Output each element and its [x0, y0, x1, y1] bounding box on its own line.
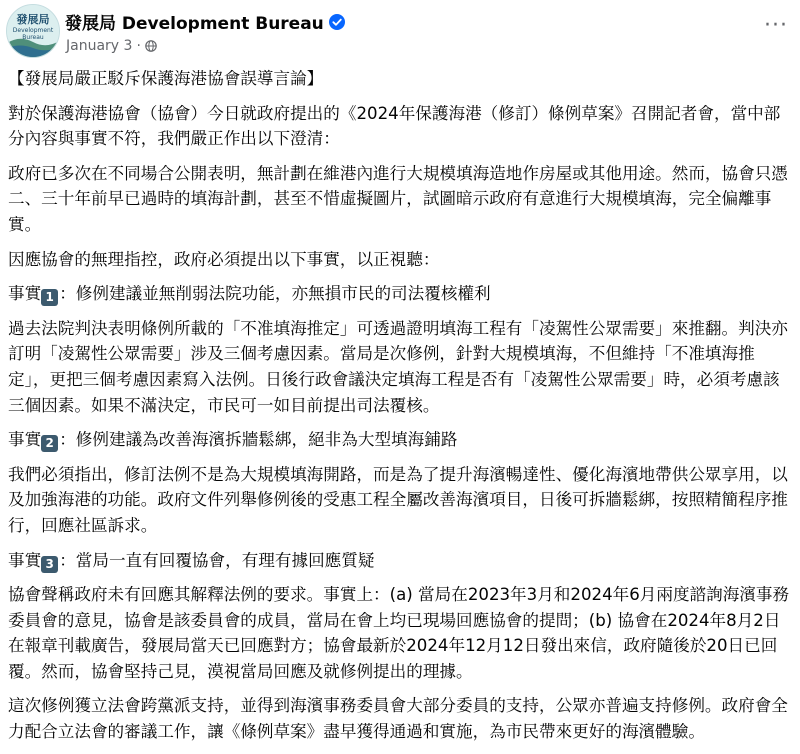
number-2-icon: 2 — [41, 435, 58, 452]
fact-heading — [8, 548, 794, 574]
post-paragraph: 政府已多次在不同場合公開表明，無計劃在維港內進行大規模填海造地作房屋或其他用途。然而，協會只憑二、三十年前早已過時的填海計劃，甚至不惜虛擬圖片，試圖暗示政府有意進行大規模填海，完全偏離事實。 — [8, 163, 788, 234]
fact-prefix: 事實 — [8, 430, 42, 450]
post-title: 【發展局嚴正駁斥保護海港協會誤導言論】 — [8, 69, 324, 88]
fact-heading-text: ：當局一直有回覆協會，有理有據回應質疑 — [59, 550, 375, 570]
bureau-logo-icon — [7, 5, 59, 57]
post-paragraph: 對於保護海港協會（協會）今日就政府提出的《2024年保護海港（修訂）條例草案》召開記者會，當中部分內容與事實不符，我們嚴正作出以下澄清： — [8, 103, 781, 149]
more-options-icon: ··· — [764, 13, 788, 38]
avatar-line3: Bureau — [22, 34, 44, 41]
fact-body: 我們必須指出，修訂法例不是為大規模填海開路，而是為了提升海濱暢達性、優化海濱地帶供公眾享用，以及加強海港的功能。政府文件列舉修例後的受惠工程全屬改善海濱項目，日後可拆牆鬆綁，按照精簡程序推行，回應社區訴求。 — [8, 464, 788, 535]
fact-heading-text: ：修例建議為改善海濱拆牆鬆綁，絕非為大型填海鋪路 — [59, 430, 458, 450]
post-meta — [66, 38, 157, 54]
page-name[interactable]: 發展局 Development Bureau — [65, 14, 324, 34]
fact-prefix: 事實 — [8, 550, 42, 570]
globe-icon — [145, 40, 157, 52]
avatar-line2: Development — [12, 27, 54, 34]
post-paragraph: 因應協會的無理指控，政府必須提出以下事實，以正視聽： — [8, 249, 440, 269]
meta-separator: · — [136, 38, 141, 54]
avatar[interactable] — [6, 4, 60, 58]
avatar-line1: 發展局 — [16, 13, 50, 26]
fact-heading-text: ：修例建議並無削弱法院功能，亦無損市民的司法覆核權利 — [59, 284, 491, 304]
page-name-link[interactable] — [65, 9, 345, 34]
number-3-icon: 3 — [41, 556, 58, 573]
fact-prefix: 事實 — [8, 284, 42, 304]
number-1-icon: 1 — [41, 289, 58, 306]
post-closing: 這次修例獲立法會跨黨派支持，並得到海濱事務委員會大部分委員的支持，公眾亦普遍支持修例。政府會全力配合立法會的審議工作，讓《條例草案》盡早獲得通過和實施，為市民帶來更好的海濱體驗。 — [8, 696, 788, 742]
verified-badge-icon — [329, 14, 345, 30]
fact-heading — [8, 427, 794, 453]
fact-heading — [8, 281, 794, 307]
fact-body: 過去法院判決表明條例所載的「不准填海推定」可透過證明填海工程有「凌駕性公眾需要」來推翻。判決亦訂明「凌駕性公眾需要」涉及三個考慮因素。當局是次修例，針對大規模填海，不但維持「不准填海推定」，更把三個考慮因素寫入法例。日後行政會議決定填海工程是否有「凌駕性公眾需要」時，必須考慮該三個因素。如果不滿決定，市民可一如目前提出司法覆核。 — [8, 318, 788, 415]
post-header — [0, 0, 800, 66]
post-body — [8, 66, 794, 754]
post-date[interactable]: January 3 — [66, 38, 133, 54]
more-options-button[interactable] — [758, 8, 794, 44]
fact-body: 協會聲稱政府未有回應其解釋法例的要求。事實上：(a) 當局在2023年3月和2024年6月兩度諮詢海濱事務委員會的意見，協會是該委員會的成員，當局在會上均已現場回應協會的提問；(b) 協會在2024年8月2日在報章刊載廣告，發展局當天已回應對方；協會最新於2024年12月12日發出來信，政府隨後於20日已回覆。然而，協會堅持己見，漠視當局回應及就修例提出的理據。 — [8, 585, 790, 681]
